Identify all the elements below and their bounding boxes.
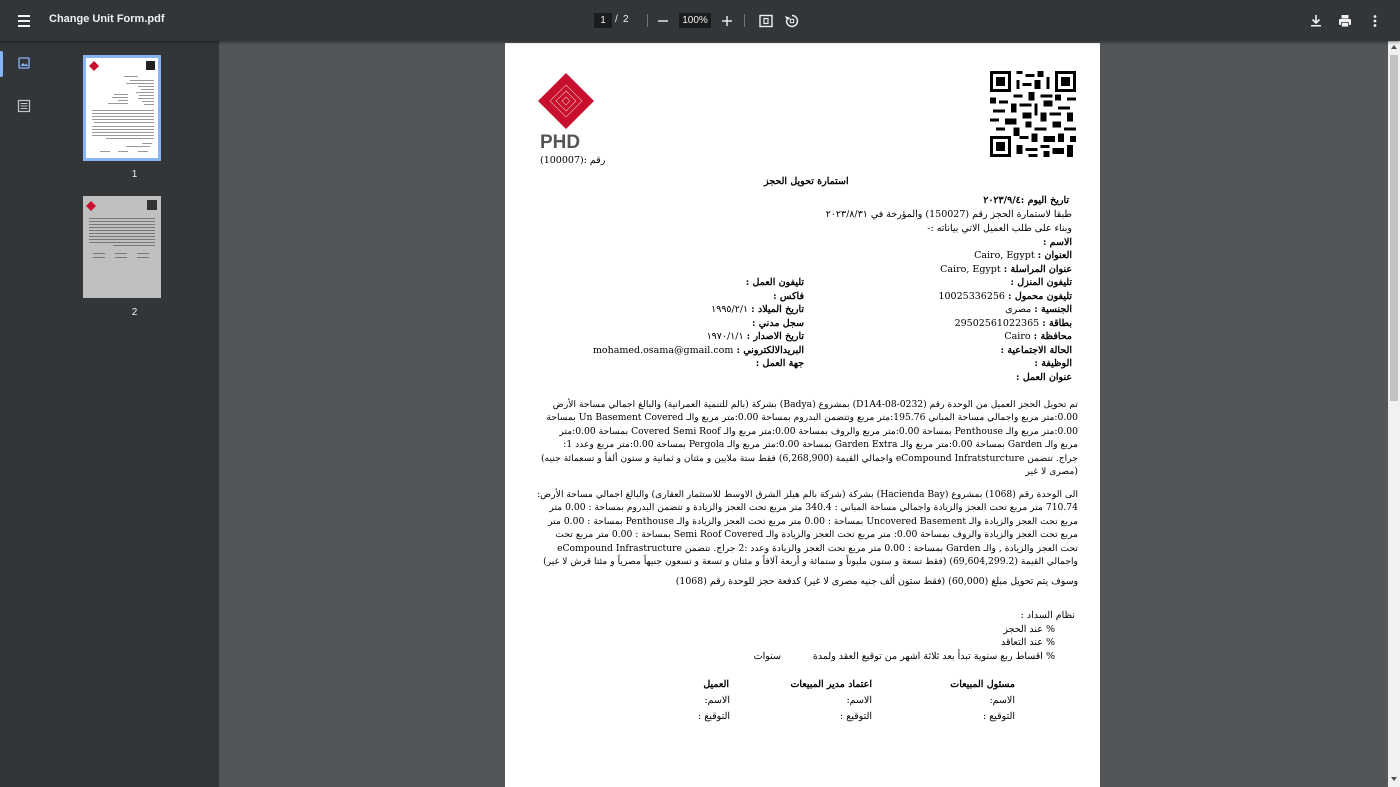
company-logo xyxy=(537,71,595,151)
field-job: الوظيفة : xyxy=(1034,358,1072,369)
document-viewer[interactable] xyxy=(219,41,1388,787)
field-governorate: محافظة : Cairo xyxy=(1004,331,1072,342)
page-number-input[interactable]: 1 xyxy=(594,13,612,28)
paragraph1-line: 0.00:متر مربع واجمالي مساحة المباني 195.76:متر مربع وتتضمن البدروم بمساحة 0.00:متر مربع والـ Un Basement Covered بمساحة xyxy=(546,412,1078,423)
paragraph2-line: تحت العجز والزيادة , والـ Garden بمساحة : 0.00 متر مربع تحت العجز والزيادة وعدد :2 جراج. تتضمن eCompound Infrastructure xyxy=(557,543,1078,554)
field-name: الاسم : xyxy=(1042,237,1072,248)
fit-page-icon[interactable] xyxy=(756,11,776,31)
signature-title-sales: مسئول المبيعات xyxy=(950,679,1015,690)
total-pages: 2 xyxy=(623,14,629,25)
years-label: سنوات xyxy=(753,651,781,662)
payment-item: % اقساط ربع سنوية تبدأ بعد ثلاثة اشهر من توقيع العقد ولمدة xyxy=(812,651,1055,662)
reference-number: رقم :(100007) xyxy=(540,155,606,166)
field-issue-date: تاريخ الاصدار : ١٩٧٠/١/١ xyxy=(706,331,804,342)
field-fax: فاكس : xyxy=(773,291,804,302)
form-title: استمارة تحويل الحجز xyxy=(764,176,849,187)
field-marital-status: الحالة الاجتماعية : xyxy=(1000,345,1072,356)
logo-text: PHD xyxy=(540,132,581,151)
payment-item: % عند الحجز xyxy=(1003,624,1055,635)
signature-sign-manager: التوقيع : xyxy=(840,711,872,722)
date-line: تاريخ اليوم :٢٠٢٣/٩/٤ xyxy=(983,195,1069,206)
rotate-icon[interactable] xyxy=(782,11,802,31)
qr-code xyxy=(990,71,1076,157)
paragraph2-line: مربع تحت العجز والزيادة والـ Uncovered Basement بمساحة : 0.00 متر مربع تحت العجز والزيادة والـ Penthouse بمساحة : 0.00 متر xyxy=(548,516,1078,527)
paragraph2-line: واجمالي القيمة (69,604,299.2) (فقط تسعة و ستون مليوناً و ستمائة و أربعة آلافاً و مئتان و تسعة و تسعون جنيهاً مصرياً و مئتا قرش لا غير) xyxy=(543,556,1078,567)
field-id-card: بطاقة : 29502561022365 xyxy=(954,318,1072,329)
paragraph2-line: 710.74 متر مربع تحت العجز والزيادة واجمالي مساحة المباني : 340.4 متر مربع تحت العجز والزيادة و تتضمن البدروم بمساحة : 0.00 متر xyxy=(549,502,1078,513)
paragraph2-line: الى الوحدة رقم (1068) بمشروع (Hacienda Bay) بشركة (شركة بالم هيلز الشرق الاوسط للاستثمار العقارى) والبالغ اجمالي مساحة الأرض: xyxy=(537,489,1078,500)
page-thumbnail-1[interactable] xyxy=(83,55,161,161)
toolbar-divider xyxy=(744,14,745,27)
payment-item: % عند التعاقد xyxy=(1001,637,1055,648)
vertical-scrollbar[interactable] xyxy=(1388,41,1400,787)
paragraph1-line: تم تحويل الحجز العميل من الوحدة رقم (D1A4-08-0232) بمشروع (Badya) بشركة (بالم للتنمية العمرانية) والبالغ اجمالي مساحة الأرض xyxy=(552,399,1078,410)
signature-name-sales: الاسم: xyxy=(989,695,1015,706)
signature-sign-sales: التوقيع : xyxy=(983,711,1015,722)
field-mobile-phone: تليفون محمول : 10025336256 xyxy=(938,291,1072,302)
thumbnail-label-1: 1 xyxy=(131,169,138,180)
field-email: البريدالالكتروني : mohamed.osama@gmail.com xyxy=(592,345,804,356)
print-icon[interactable] xyxy=(1335,11,1355,31)
field-employer: جهة العمل : xyxy=(755,358,804,369)
more-options-icon[interactable] xyxy=(1365,11,1385,31)
intro-line: وبناء على طلب العميل الاتي بياناته :- xyxy=(927,223,1072,234)
thumbnails-icon[interactable] xyxy=(14,53,34,73)
menu-icon[interactable] xyxy=(12,11,36,31)
signature-name-manager: الاسم: xyxy=(846,695,872,706)
sidebar-rail xyxy=(0,41,50,787)
scrollbar-thumb[interactable] xyxy=(1390,55,1398,401)
paragraph1-line: (مصرى لا غير xyxy=(1025,466,1078,477)
download-icon[interactable] xyxy=(1306,11,1326,31)
payment-title: نظام السداد : xyxy=(1020,610,1075,621)
field-work-address: عنوان العمل : xyxy=(1016,372,1072,383)
paragraph1-line: 0.00:متر مربع والـ Penthouse بمساحة 0.00:متر مربع والروف بمساحة 0.00:متر مربع والـ Covered Semi Roof بمساحة 0.00:متر xyxy=(559,426,1078,437)
field-mailing-address: عنوان المراسلة : Cairo, Egypt xyxy=(940,264,1072,275)
signature-sign-client: التوقيع : xyxy=(698,711,730,722)
signature-name-client: الاسم: xyxy=(704,695,730,706)
reference-line: طبقا لاستمارة الحجز رقم (150027) والمؤرخة في ٢٠٢٣/٨/٣١ xyxy=(825,209,1072,220)
transfer-line: وسوف يتم تحويل مبلغ (60,000) (فقط ستون ألف جنيه مصرى لا غير) كدفعة حجز للوحدة رقم (1068) xyxy=(675,576,1078,587)
field-nationality: الجنسية : مصرى xyxy=(1005,304,1072,315)
active-indicator xyxy=(0,51,3,77)
pdf-toolbar xyxy=(0,0,1400,41)
paragraph1-line: جراج. تتضمن eCompound Infratsturcture واجمالي القيمة (6,268,900) فقط ستة ملايين و مئتان و ثمانية و ستون ألفاً و تسعمائة جنيه) xyxy=(541,453,1078,464)
field-address: العنوان : Cairo, Egypt xyxy=(974,250,1072,261)
field-civil-registry: سجل مدني : xyxy=(751,318,804,329)
page-separator: / xyxy=(615,14,618,25)
page-thumbnail-2[interactable] xyxy=(83,196,161,298)
scroll-down-arrow-icon[interactable] xyxy=(1391,777,1397,781)
signature-title-client: العميل xyxy=(703,679,729,690)
field-work-phone: تليفون العمل : xyxy=(745,277,804,288)
paragraph1-line: مربع والـ Garden بمساحة 0.00:متر مربع والـ Garden Extra بمساحة 0.00:متر مربع والـ Pergola بمساحة 0.00:متر مربع وعدد 1: xyxy=(563,439,1078,450)
toolbar-divider xyxy=(647,14,648,27)
scroll-up-arrow-icon[interactable] xyxy=(1391,45,1397,49)
thumbnail-panel xyxy=(50,41,219,787)
outline-icon[interactable] xyxy=(14,96,34,116)
zoom-out-icon[interactable] xyxy=(653,11,673,31)
zoom-in-icon[interactable] xyxy=(717,11,737,31)
paragraph2-line: مربع تحت العجز والزيادة والروف بمساحة 0.00: متر مربع تحت العجز والزيادة والـ Semi Roof Covered بمساحة : 0.00 متر مربع تحت xyxy=(555,529,1078,540)
file-title: Change Unit Form.pdf xyxy=(49,13,165,25)
pdf-page xyxy=(505,43,1100,787)
thumbnail-label-2: 2 xyxy=(131,307,138,318)
signature-title-manager: اعتماد مدير المبيعات xyxy=(790,679,872,690)
zoom-input[interactable]: 100% xyxy=(679,13,711,28)
field-birth-date: تاريخ الميلاد : ١٩٩٥/٢/١ xyxy=(711,304,804,315)
field-home-phone: تليفون المنزل : xyxy=(1010,277,1072,288)
